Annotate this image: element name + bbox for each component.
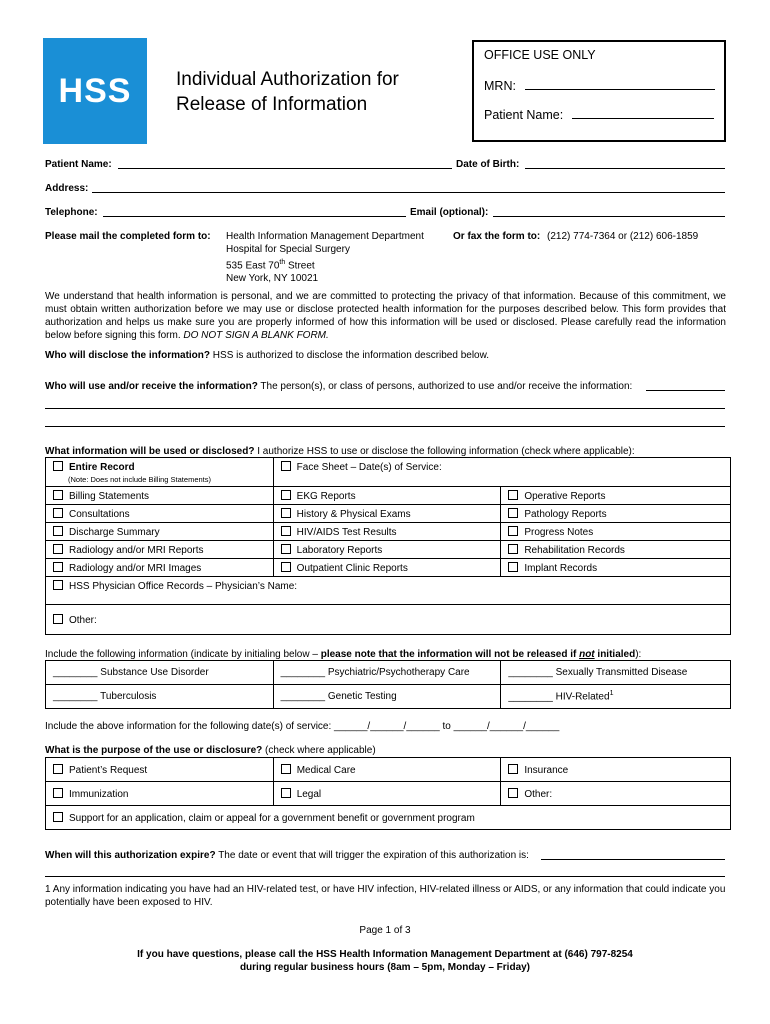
disclose-row: Who will disclose the information? HSS is authorized to disclose the information described below. bbox=[45, 350, 490, 361]
entire-record-checkbox[interactable] bbox=[53, 461, 63, 471]
info-option[interactable]: EKG Reports bbox=[273, 487, 501, 505]
checkbox[interactable] bbox=[508, 490, 518, 500]
checkbox[interactable] bbox=[53, 490, 63, 500]
initial-blank[interactable]: ________ bbox=[280, 691, 326, 702]
checkbox[interactable] bbox=[508, 508, 518, 518]
physician-records-checkbox[interactable] bbox=[53, 580, 63, 590]
expire-field[interactable] bbox=[541, 859, 725, 860]
checkbox[interactable] bbox=[508, 562, 518, 572]
initial-blank[interactable]: ________ bbox=[508, 691, 553, 703]
entire-record-note: (Note: Does not include Billing Statements) bbox=[68, 475, 211, 484]
hss-logo: HSS bbox=[43, 38, 147, 144]
info-option[interactable]: Consultations bbox=[46, 505, 274, 523]
purpose-option[interactable]: Legal bbox=[273, 782, 501, 806]
patient-name-field[interactable] bbox=[118, 168, 452, 169]
checkbox[interactable] bbox=[508, 526, 518, 536]
purpose-option[interactable]: Patient’s Request bbox=[46, 758, 274, 782]
service-dates-row[interactable]: Include the above information for the following date(s) of service: ______/______/______ to ______/______/______ bbox=[45, 721, 560, 732]
physician-records-cell[interactable] bbox=[46, 577, 731, 605]
entire-record-cell[interactable] bbox=[46, 458, 274, 487]
no-blank-warning: DO NOT SIGN A BLANK FORM. bbox=[183, 330, 329, 341]
page-number: Page 1 of 3 bbox=[359, 925, 411, 936]
info-option[interactable]: Discharge Summary bbox=[46, 523, 274, 541]
purpose-option[interactable]: Medical Care bbox=[273, 758, 501, 782]
fax-label: Or fax the form to: bbox=[453, 231, 541, 242]
checkbox[interactable] bbox=[53, 764, 63, 774]
info-option[interactable]: History & Physical Exams bbox=[273, 505, 501, 523]
initial-option[interactable]: ________ HIV-Related$^1$ bbox=[501, 685, 731, 709]
dob-label: Date of Birth: bbox=[456, 159, 520, 170]
office-use-box bbox=[472, 40, 726, 142]
initial-blank[interactable]: ________ bbox=[53, 691, 98, 702]
expire-row: When will this authorization expire? The date or event that will trigger the expiration of this authorization is: bbox=[45, 850, 529, 861]
entire-record-label: Entire Record bbox=[69, 462, 135, 473]
checkbox[interactable] bbox=[508, 544, 518, 554]
mrn-row bbox=[484, 79, 715, 93]
physician-records-label: HSS Physician Office Records – Physician’s Name: bbox=[69, 581, 298, 592]
initial-intro: Include the following information (indicate by initialing below – please note that the information will not be released if not initialed): bbox=[45, 649, 642, 660]
initial-option[interactable]: ________ Sexually Transmitted Disease bbox=[501, 661, 731, 685]
patient-name-label: Patient Name: bbox=[45, 159, 112, 170]
receive-line-3[interactable] bbox=[45, 426, 725, 427]
form-title bbox=[176, 67, 399, 117]
face-sheet-cell[interactable] bbox=[273, 458, 730, 487]
receive-field[interactable] bbox=[646, 390, 725, 391]
info-option[interactable]: Pathology Reports bbox=[501, 505, 731, 523]
checkbox[interactable] bbox=[281, 508, 291, 518]
initial-option[interactable]: ________ Substance Use Disorder bbox=[46, 661, 274, 685]
initial-option[interactable]: ________ Tuberculosis bbox=[46, 685, 274, 709]
initial-option[interactable]: ________ Genetic Testing bbox=[273, 685, 501, 709]
footnote-divider bbox=[45, 876, 725, 877]
info-option[interactable]: Radiology and/or MRI Images bbox=[46, 559, 274, 577]
purpose-option[interactable]: Immunization bbox=[46, 782, 274, 806]
checkbox[interactable] bbox=[53, 508, 63, 518]
checkbox[interactable] bbox=[53, 526, 63, 536]
dob-field[interactable] bbox=[525, 168, 725, 169]
info-table bbox=[45, 457, 731, 635]
checkbox[interactable] bbox=[53, 788, 63, 798]
info-option[interactable]: Implant Records bbox=[501, 559, 731, 577]
checkbox[interactable] bbox=[281, 490, 291, 500]
hiv-footnote-ref: 1 bbox=[609, 690, 614, 698]
initial-blank[interactable]: ________ bbox=[508, 667, 553, 678]
mrn-label: MRN: bbox=[484, 79, 516, 93]
face-sheet-label: Face Sheet – Date(s) of Service: bbox=[296, 462, 442, 473]
purpose-row: What is the purpose of the use or disclosure? (check where applicable) bbox=[45, 745, 376, 756]
title-line-2: Release of Information bbox=[176, 94, 368, 115]
checkbox[interactable] bbox=[281, 764, 291, 774]
email-label: Email (optional): bbox=[410, 207, 489, 218]
fax-row bbox=[453, 230, 698, 243]
fax-numbers: (212) 774-7364 or (212) 606-1859 bbox=[547, 231, 699, 242]
intro-paragraph: We understand that health information is personal, and we are committed to protecting the privacy of that information. Because of this commitment, we must obtain written authorization before we may use or disclose protected health information for the purposes described below. This form provides that authorization and helps us make sure you are properly informed of how this information will be used or disclosed. Please carefully read the information below before signing this form. DO NOT SIGN A BLANK FORM. bbox=[45, 291, 726, 341]
initial-blank[interactable]: ________ bbox=[53, 667, 98, 678]
email-field[interactable] bbox=[493, 216, 725, 217]
contact-line-2: during regular business hours (8am – 5pm, Monday – Friday) bbox=[239, 962, 531, 973]
checkbox[interactable] bbox=[508, 764, 518, 774]
checkbox[interactable] bbox=[53, 544, 63, 554]
office-patient-name-label: Patient Name: bbox=[484, 108, 564, 122]
info-option[interactable]: Laboratory Reports bbox=[273, 541, 501, 559]
checkbox[interactable] bbox=[281, 544, 291, 554]
mrn-field[interactable] bbox=[525, 89, 715, 90]
telephone-label: Telephone: bbox=[45, 207, 98, 218]
office-use-heading: OFFICE USE ONLY bbox=[484, 48, 596, 62]
telephone-field[interactable] bbox=[103, 216, 406, 217]
office-patient-name-field[interactable] bbox=[572, 118, 714, 119]
mail-line-2: Hospital for Special Surgery bbox=[226, 244, 350, 255]
mail-label: Please mail the completed form to: bbox=[45, 231, 211, 242]
info-option[interactable]: HIV/AIDS Test Results bbox=[273, 523, 501, 541]
checkbox[interactable] bbox=[281, 562, 291, 572]
title-line-1: Individual Authorization for bbox=[176, 69, 399, 90]
contact-line-1: If you have questions, please call the HSS Health Information Management Department at (646) 797-8254 bbox=[137, 949, 633, 960]
other-info-label: Other: bbox=[69, 614, 97, 626]
purpose-table bbox=[45, 757, 731, 830]
purpose-option[interactable]: Insurance bbox=[501, 758, 731, 782]
checkbox[interactable] bbox=[53, 562, 63, 572]
mail-line-1: Health Information Management Department bbox=[226, 231, 424, 242]
what-row: What information will be used or disclosed? I authorize HSS to use or disclose the following information (check where applicable): bbox=[45, 446, 635, 457]
footnote: 1 Any information indicating you have had an HIV-related test, or have HIV infection, HIV-related illness or AIDS, or any information that could indicate you potentially have been exposed to HIV. bbox=[45, 884, 726, 908]
office-patient-row bbox=[484, 108, 714, 122]
initial-table bbox=[45, 660, 731, 709]
info-option[interactable]: Radiology and/or MRI Reports bbox=[46, 541, 274, 559]
initial-option[interactable]: ________ Psychiatric/Psychotherapy Care bbox=[273, 661, 501, 685]
info-option[interactable]: Rehabilitation Records bbox=[501, 541, 731, 559]
mail-line-3: 535 East 70th Street bbox=[226, 259, 315, 272]
info-option[interactable]: Outpatient Clinic Reports bbox=[273, 559, 501, 577]
purpose-option-support[interactable]: Support for an application, claim or appeal for a government benefit or government program bbox=[46, 806, 731, 830]
face-sheet-checkbox[interactable] bbox=[281, 461, 291, 471]
checkbox[interactable] bbox=[53, 812, 63, 822]
info-option[interactable]: Operative Reports bbox=[501, 487, 731, 505]
other-info-cell[interactable] bbox=[46, 605, 731, 635]
checkbox[interactable] bbox=[508, 788, 518, 798]
checkbox[interactable] bbox=[281, 526, 291, 536]
mail-line-4: New York, NY 10021 bbox=[226, 273, 319, 285]
checkbox[interactable] bbox=[281, 788, 291, 798]
initial-blank[interactable]: ________ bbox=[280, 667, 326, 678]
receive-line-2[interactable] bbox=[45, 408, 725, 409]
receive-row: Who will use and/or receive the information? The person(s), or class of persons, authorized to use and/or receive the information: bbox=[45, 381, 633, 392]
purpose-option[interactable]: Other: bbox=[501, 782, 731, 806]
other-info-checkbox[interactable] bbox=[53, 614, 63, 624]
address-label: Address: bbox=[45, 183, 89, 194]
address-field[interactable] bbox=[92, 192, 725, 193]
mail-address bbox=[226, 230, 424, 285]
info-option[interactable]: Billing Statements bbox=[46, 487, 274, 505]
info-option[interactable]: Progress Notes bbox=[501, 523, 731, 541]
